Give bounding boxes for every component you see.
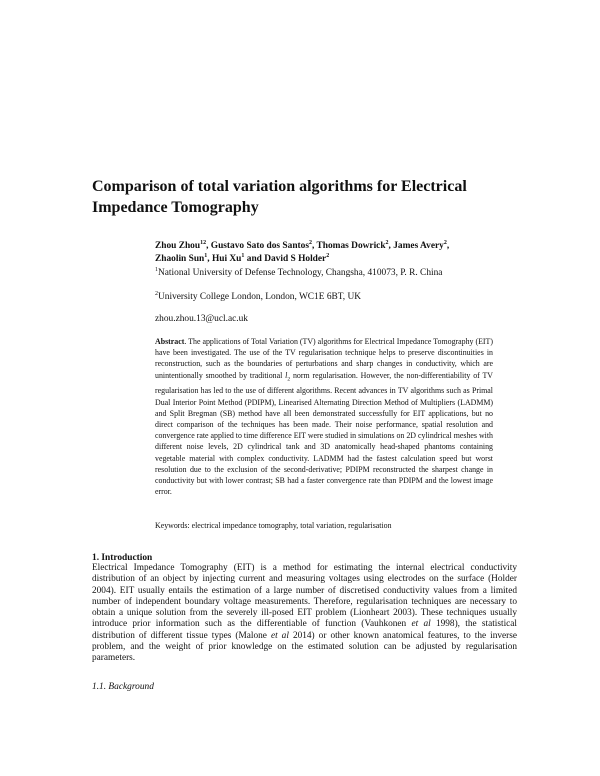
- author-5: Zhaolin Sun$^1$,: [155, 252, 212, 264]
- author-2: Gustavo Sato dos Santos$^2$,: [210, 239, 317, 251]
- abstract: Abstract. The applications of Total Variation (TV) algorithms for Electrical Impedance Tomography (EIT) have been investigated. The use of the TV regularisation technique helps to preserve discontinuities in reconstruction, such as the boundaries of perturbations and sharp changes in conductivity, which are unintentionally smoothed by traditional $l_2$ norm regularisation. However, the non-differentiability of TV regularisation has led to the use of different algorithms. Recent advances in TV algorithms such as Primal Dual Interior Point Method (PDIPM), Linearised Alternating Direction Method of Multipliers (LADMM) and Split Bregman (SB) method have all been demonstrated successfully for EIT applications, but no direct comparison of the techniques has been made. Their noise performance, spatial resolution and convergence rate applied to time difference EIT were studied in simulations on 2D cylindrical meshes with different noise levels, 2D cylindrical tank and 3D anatomically head-shaped phantoms containing vegetable material with complex conductivity. LADMM had the fastest calculation speed but worst resolution due to the exclusion of the second-derivative; PDIPM reconstructed the sharpest change in conductivity but with lower contrast; SB had a faster convergence rate than PDIPM and the lowest image error.: [155, 337, 494, 497]
- author-3: Thomas Dowrick$^2$,: [316, 239, 394, 251]
- section-heading-introduction: 1. Introduction: [92, 553, 153, 563]
- author-1: Zhou Zhou$^{12}$,: [155, 239, 211, 251]
- keywords: Keywords: electrical impedance tomography, total variation, regularisation: [155, 521, 392, 530]
- paper-title: Comparison of total variation algorithms for Electrical Impedance Tomography: [92, 178, 467, 216]
- subsection-heading-background: 1.1. Background: [92, 682, 154, 692]
- contact-email: zhou.zhou.13@ucl.ac.uk: [155, 314, 248, 324]
- author-list: [155, 240, 485, 266]
- affiliation-1: $^1$National University of Defense Technology, Changsha, 410073, P. R. China: [155, 266, 443, 278]
- abstract-label: Abstract: [155, 337, 185, 346]
- author-6: Hui Xu$^1$ and: [211, 252, 265, 264]
- affiliation-2: $^2$University College London, London, WC1E 6BT, UK: [155, 290, 362, 302]
- author-4: James Avery$^2$,: [393, 239, 450, 251]
- author-7: David S Holder$^2$: [264, 252, 330, 264]
- introduction-paragraph: Electrical Impedance Tomography (EIT) is a method for estimating the internal electrical conductivity distribution of an object by injecting current and measuring voltages using electrodes on the surface (Holder 2004). EIT usually entails the estimation of a large number of discretised conductivity values from a limited number of independent boundary voltage measurements. Therefore, regularisation techniques are necessary to obtain a unique solution from the severely ill-posed EIT problem (Lionheart 2003). These techniques usually introduce prior information such as the differentiable of function (Vauhkonen et al 1998), the statistical distribution of different tissue types (Malone et al 2014) or other known anatomical features, to the inverse problem, and the weight of prior knowledge on the estimated solution can be adjusted by regularisation parameters.: [92, 563, 518, 664]
